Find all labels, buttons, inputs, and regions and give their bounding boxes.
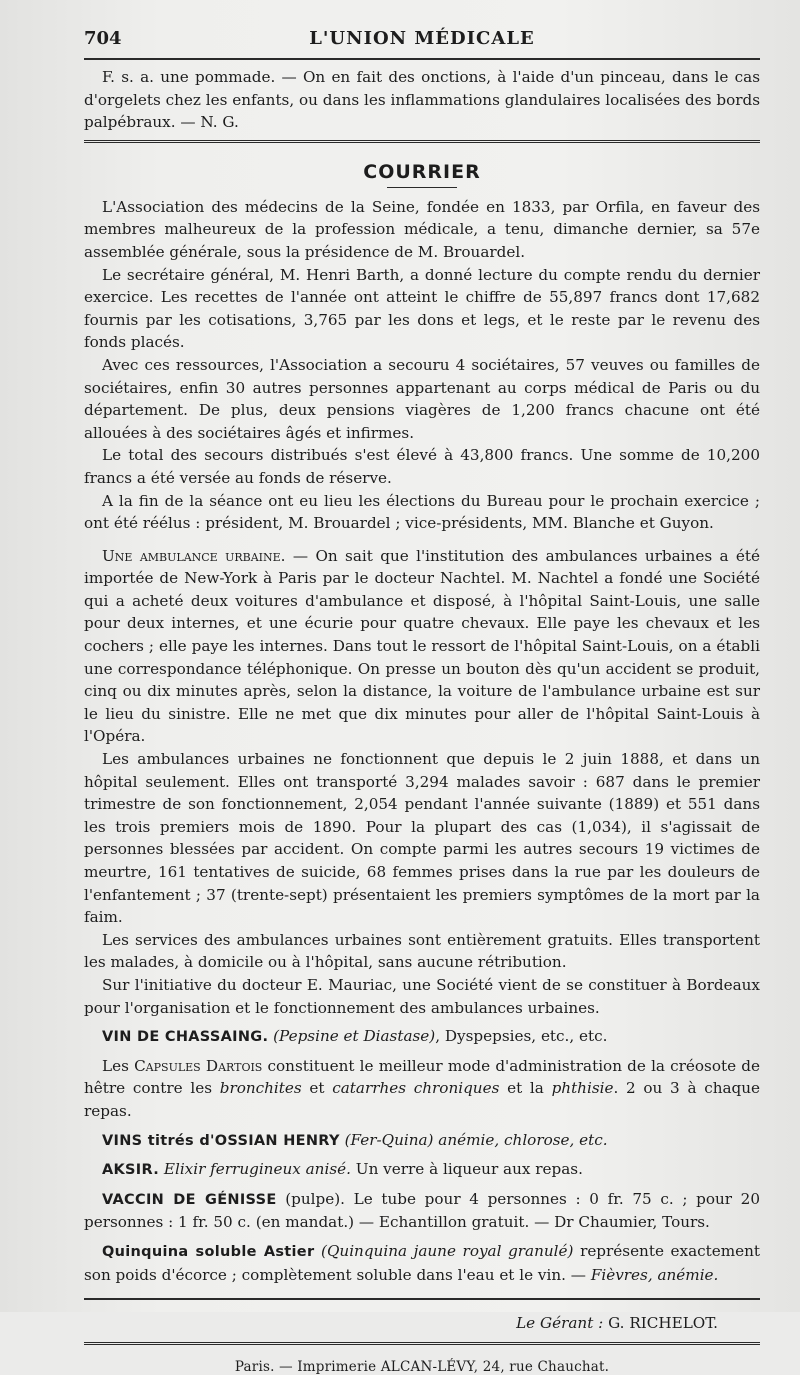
ad-capsules-and: et <box>309 1079 325 1098</box>
spacer <box>84 535 760 545</box>
ad-quinquina-name: Quinquina soluble Astier <box>102 1243 315 1260</box>
ad-capsules-catarrhes: catarrhes chroniques <box>332 1079 500 1098</box>
ad-aksir-text: Un verre à liqueur aux repas. <box>355 1160 583 1179</box>
ambulance-paragraph-4: Sur l'initiative du docteur E. Mauriac, une Société vient de se constituer à Bordeaux pour l'organisation et le fonctionnement des ambulances urbaines. <box>84 975 760 1017</box>
ad-vaccin-genisse <box>84 1188 760 1234</box>
courrier-paragraph-2: Le secrétaire général, M. Henri Barth, a donné lecture du compte rendu du dernier exercice. Les recettes de l'année ont atteint le chiffre de 55,897 francs dont 17,682 fournis par les cotisations, 3,765 par les dons et legs, et le reste par le revenu des fonds placés. <box>84 265 760 352</box>
ad-quinquina-end: Fièvres, anémie. <box>590 1265 719 1284</box>
ambulance-text-1: — On sait que l'institution des ambulances urbaines a été importée de New-York à Paris par le docteur Nachtel. M. Nachtel a fondé une Société qui a acheté deux voitures d'ambulance et disposé, à l'hôpital Saint-Louis, une salle pour deux internes, et une écurie pour quatre chevaux. Elle paye les chevaux et les cochers ; elle paye les internes. Dans tout le ressort de l'hôpital Saint-Louis, on a établi une correspondance téléphonique. On presse un bouton dès qu'un accident se produit, cinq ou dix minutes après, selon la distance, la voiture de l'ambulance urbaine est sur le lieu du sinistre. Elle ne met que dix minutes pour aller de l'hôpital Saint-Louis à l'Opéra. <box>84 546 761 746</box>
footer-rule-bottom <box>84 1342 760 1345</box>
ad-capsules-text-3: . 2 ou 3 à chaque repas. <box>84 1079 761 1120</box>
ambulance-paragraph-2: Les ambulances urbaines ne fonctionnent que depuis le 2 juin 1888, et dans un hôpital seulement. Elles ont transporté 3,294 malades savoir : 687 dans le premier trimestre de son fonctionnement, 2,054 pendant l'année suivante (1889) et 551 dans les trois premiers mois de 1890. Pour la plupart des cas (1,034), il s'agissait de personnes blessées par accident. On compte parmi les autres secours 19 victimes de meurtre, 161 tentatives de suicide, 68 femmes prises dans la rue par les douleurs de l'enfantement ; 37 (trente-sept) présentaient les premiers symptômes de la mort par la faim. <box>84 750 760 927</box>
ad-quinquina-italic: (Quinquina jaune royal granulé) <box>321 1241 574 1260</box>
header-rule <box>84 58 760 60</box>
ad-aksir <box>84 1158 760 1182</box>
footer-rule-top <box>84 1298 760 1300</box>
printer-imprint: Paris. — Imprimerie ALCAN-LÉVY, 24, rue Chauchat. <box>234 1359 610 1375</box>
journal-title: L'UNION MÉDICALE <box>309 28 535 49</box>
ad-vin-chassaing <box>84 1025 760 1049</box>
ad-vins-name: VINS titrés d'OSSIAN HENRY <box>102 1132 340 1149</box>
ad-capsules-phthisie: phthisie <box>551 1079 614 1098</box>
ad-quinquina-text: représente exactement son poids d'écorce ; complètement soluble dans l'eau et le vin. — <box>84 1241 761 1284</box>
page-header <box>84 24 760 58</box>
intro-paragraph: F. s. a. une pommade. — On en fait des onctions, à l'aide d'un pinceau, dans le cas d'orgelets chez les enfants, ou dans les inflammations glandulaires localisées des bords palpébraux. — N. G. <box>84 68 760 132</box>
ad-vin-name: VIN DE CHASSAING. <box>102 1029 269 1046</box>
ad-vaccin-text: (pulpe). Le tube pour 4 personnes : 0 fr. 75 c. ; pour 20 personnes : 1 fr. 50 c. (en mandat.) — Echantillon gratuit. — Dr Chaumier, Tours. <box>84 1189 761 1232</box>
ad-aksir-italic: Elixir ferrugineux anisé. <box>163 1160 351 1179</box>
ad-capsules-name: Capsules Dartois <box>134 1056 263 1075</box>
page-number: 704 <box>84 28 122 49</box>
ad-capsules-text-1: constituent le meilleur mode d'administration de la créosote de hêtre contre les <box>84 1056 760 1098</box>
ambulance-paragraph-3: Les services des ambulances urbaines sont entièrement gratuits. Elles transportent les malades, à domicile ou à l'hôpital, sans aucune rétribution. <box>84 930 760 972</box>
ad-vins-ossian-henry <box>84 1129 760 1153</box>
ad-vin-rest: , Dyspepsies, etc., etc. <box>435 1027 608 1046</box>
gerant-label: Le Gérant : <box>516 1314 604 1333</box>
section-divider <box>84 140 760 143</box>
ad-vin-paren: (Pepsine et Diastase) <box>273 1027 436 1046</box>
courrier-paragraph-4: Le total des secours distribués s'est élevé à 43,800 francs. Une somme de 10,200 francs a été versée au fonds de réserve. <box>84 446 760 487</box>
ad-capsules-bronchites: bronchites <box>219 1079 302 1098</box>
ambulance-paragraph-1 <box>84 545 760 748</box>
ad-aksir-name: AKSIR. <box>102 1162 160 1179</box>
section-title: COURRIER <box>363 160 481 183</box>
courrier-paragraph-1: L'Association des médecins de la Seine, fondée en 1833, par Orfila, en faveur des membres malheureux de la profession médicale, a tenu, dimanche dernier, sa 57e assemblée générale, sous la présidence de M. Brouardel. <box>84 197 760 261</box>
ad-vins-italic: (Fer-Quina) anémie, chlorose, etc. <box>344 1130 608 1149</box>
ad-vaccin-name: VACCIN DE GÉNISSE <box>102 1191 277 1208</box>
courrier-paragraph-5: A la fin de la séance ont eu lieu les élections du Bureau pour le prochain exercice ; ont été réélus : président, M. Brouardel ; vice-présidents, MM. Blanche et Guyon. <box>84 491 760 533</box>
ad-capsules-dartois <box>84 1055 760 1123</box>
ad-quinquina-astier <box>84 1240 760 1286</box>
ad-capsules-intro: Les <box>102 1056 129 1075</box>
gerant-signature <box>84 1314 718 1332</box>
gerant-name: G. RICHELOT. <box>608 1314 718 1333</box>
title-underline <box>387 187 457 188</box>
ambulance-heading: Une ambulance urbaine. <box>102 546 286 565</box>
ad-capsules-text-2: et la <box>507 1079 544 1098</box>
courrier-paragraph-3: Avec ces ressources, l'Association a secouru 4 sociétaires, 57 veuves ou familles de sociétaires, enfin 30 autres personnes appartenant au corps médical de Paris ou du département. De plus, deux pensions viagères de 1,200 francs chacune ont été allouées à des sociétaires âgés et infirmes. <box>84 355 760 442</box>
